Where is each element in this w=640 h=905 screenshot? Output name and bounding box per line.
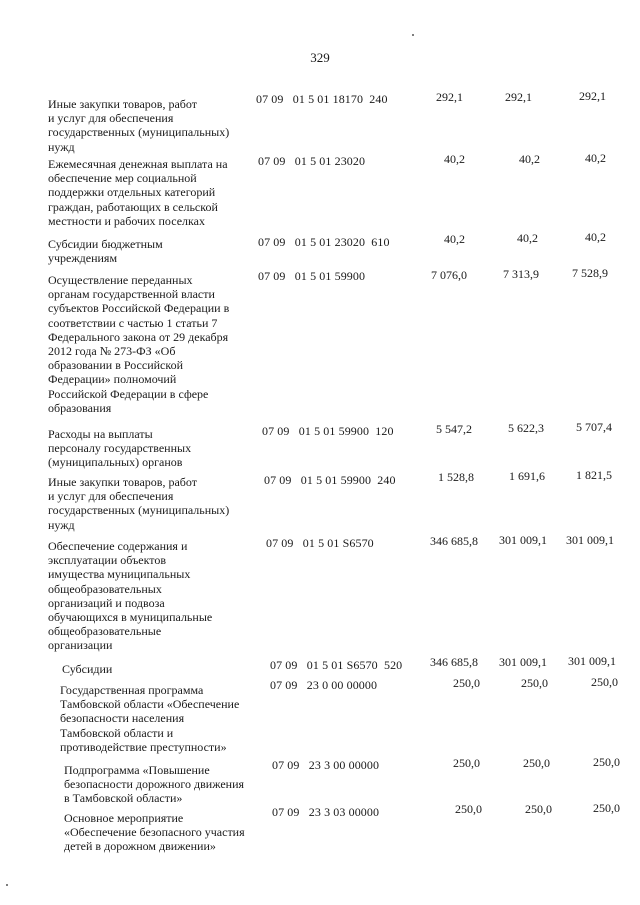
row-amount-3: 40,2 (585, 151, 606, 165)
row-code: 07 09 01 5 01 59900 240 (264, 473, 396, 487)
row-amount-2: 292,1 (505, 90, 532, 104)
row-description: Основное мероприятие «Обеспечение безопасного участия детей в дорожном движении» (64, 811, 245, 854)
row-description: Иные закупки товаров, работ и услуг для обеспечения государственных (муниципальных) нужд (48, 97, 230, 154)
row-description: Иные закупки товаров, работ и услуг для обеспечения государственных (муниципальных) нужд (48, 475, 230, 532)
row-code: 07 09 01 5 01 S6570 (266, 536, 374, 550)
row-amount-3: 250,0 (591, 675, 618, 689)
row-amount-3: 250,0 (593, 801, 620, 815)
row-amount-2: 301 009,1 (499, 533, 547, 547)
row-amount-2: 250,0 (523, 756, 550, 770)
row-amount-1: 250,0 (455, 802, 482, 816)
row-description: Подпрограмма «Повышение безопасности дорожного движения в Тамбовской области» (64, 763, 245, 806)
row-description: Осуществление переданных органам государственной власти субъектов Российской Федерации в соответствии с частью 1 статьи 7 Федерального закона от 29 декабря 2012 года № 273-ФЗ «Об образовании в Российской Федерации» полномочий Российской Федерации в сфере образования (48, 273, 230, 415)
row-amount-1: 250,0 (453, 676, 480, 690)
row-description: Ежемесячная денежная выплата на обеспечение мер социальной поддержки отдельных категорий граждан, работающих в сельской местности и рабочих поселках (48, 157, 228, 228)
row-amount-1: 40,2 (444, 232, 465, 246)
row-description: Расходы на выплаты персоналу государственных (муниципальных) органов (48, 427, 192, 470)
row-description: Обеспечение содержания и эксплуатации объектов имущества муниципальных общеобразовательных организаций и подвоза обучающихся в муниципальные общеобразовательные организации (48, 539, 213, 653)
row-amount-2: 40,2 (517, 231, 538, 245)
page-number: 329 (310, 50, 330, 65)
row-amount-3: 7 528,9 (572, 266, 608, 280)
row-code: 07 09 23 0 00 00000 (270, 678, 378, 692)
row-amount-1: 346 685,8 (430, 655, 478, 669)
row-amount-1: 250,0 (453, 756, 480, 770)
row-amount-2: 40,2 (519, 152, 540, 166)
row-code: 07 09 23 3 03 00000 (272, 805, 380, 819)
row-code: 07 09 01 5 01 23020 610 (258, 235, 390, 249)
row-code: 07 09 01 5 01 59900 (258, 269, 366, 283)
row-amount-3: 1 821,5 (576, 468, 612, 482)
scan-speck (6, 884, 8, 886)
row-amount-3: 40,2 (585, 230, 606, 244)
row-code: 07 09 01 5 01 23020 (258, 154, 366, 168)
row-description: Субсидии бюджетным учреждениям (48, 237, 163, 266)
row-amount-2: 250,0 (521, 676, 548, 690)
row-amount-1: 7 076,0 (431, 268, 467, 282)
row-code: 07 09 01 5 01 18170 240 (256, 92, 388, 106)
row-amount-1: 346 685,8 (430, 534, 478, 548)
scan-speck (412, 34, 414, 36)
row-amount-2: 1 691,6 (509, 469, 545, 483)
row-description: Субсидии (62, 662, 113, 676)
row-amount-2: 5 622,3 (508, 421, 544, 435)
row-amount-3: 301 009,1 (566, 533, 614, 547)
row-code: 07 09 01 5 01 S6570 520 (270, 658, 403, 672)
row-amount-1: 5 547,2 (436, 422, 472, 436)
row-code: 07 09 01 5 01 59900 120 (262, 424, 394, 438)
row-amount-3: 301 009,1 (568, 654, 616, 668)
row-amount-3: 292,1 (579, 89, 606, 103)
row-code: 07 09 23 3 00 00000 (272, 758, 380, 772)
row-amount-1: 1 528,8 (438, 470, 474, 484)
row-amount-2: 301 009,1 (499, 655, 547, 669)
row-description: Государственная программа Тамбовской области «Обеспечение безопасности населения Тамбовской области и противодействие преступности» (60, 683, 240, 754)
row-amount-2: 250,0 (525, 802, 552, 816)
row-amount-1: 40,2 (444, 152, 465, 166)
row-amount-2: 7 313,9 (503, 267, 539, 281)
row-amount-1: 292,1 (436, 90, 463, 104)
row-amount-3: 5 707,4 (576, 420, 612, 434)
row-amount-3: 250,0 (593, 755, 620, 769)
